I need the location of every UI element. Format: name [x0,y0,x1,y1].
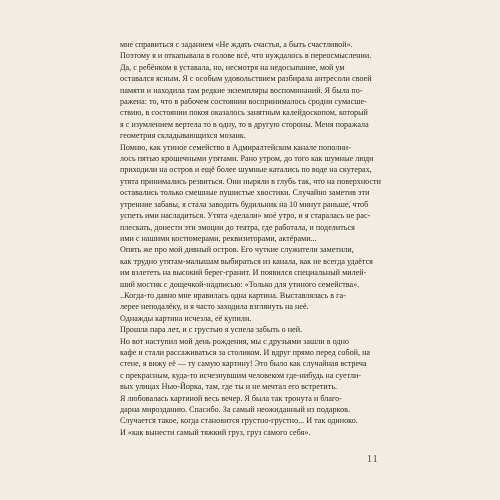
text-line: дарна мирозданию. Спасибо. За самый неожиданный из подарков. [120,405,351,414]
text-line: памяти и находила там редкие экземпляры воспоминаний. Я была по- [120,85,363,95]
text-line: лерее неподалёку, и я часто заходила взглянуть на неё. [120,302,309,312]
text-line: ствию, в состоянии покоя оказалось занятным калейдоскопом, который [120,108,368,118]
text-line: Помню, как утиное семейство в Адмиралтейском канале пополни- [120,142,351,152]
text-line: Да, с ребёнком я уставала, но, несмотря на недосыпание, мой ум [120,62,345,72]
text-line: Я любовалась картиной весь вечер. Я была так тронута и благо- [120,393,342,403]
text-line: ..Когда-то давно мне нравилась одна картина. Выставлялась в га- [120,290,346,300]
text-line: оставались только смешные пушистые хвостики. Случайно заметив эти [120,188,370,198]
page-number: 11 [367,454,379,465]
text-line: как трудно утятам-малышам выбираться из канала, как не всегда удаётся [120,256,373,266]
text-line: стене, я вижу её — ту самую картину! Это было как случайная встреча [120,359,367,369]
text-line: Случается такое, когда становится грустно-грустно... И так одиноко. [120,416,358,426]
text-line: Но вот наступил мой день рождения, мы с друзьями зашли в одно [120,336,349,346]
text-line: ший мостик с дощечкой-надписью: «Только для утиного семейства». [120,279,360,289]
text-line: плескать, донести эти эмоции до театра, где работала, и поделиться [120,222,355,232]
text-line: с прекрасным, куда-то исчезнувшим человеком где-нибудь на суетли- [120,370,362,380]
text-line: успеть ими насладиться. Утята «делали» моё утро, и я старалась не рас- [120,211,371,221]
text-line: мне справиться с заданием «Не ждать счастья, а быть счастливой». [120,40,353,49]
text-line: Однажды картина исчезла, её купили. [120,313,252,323]
text-line: геометрия складывающихся мозаик. [120,131,246,141]
text-line: лось пятью крошечными утятами. Рано утром, до того как шумные люди [120,154,374,164]
text-line: вых улицах Нью-Йорка, там, где ты и не мечтал его встретить. [120,382,338,392]
text-line: ими с нашими костюмерами, реквизиторами, актёрами... [120,233,317,243]
text-line: утренние забавы, я стала заводить будильник на 10 минут раньше, чтоб [120,199,369,209]
text-line: кафе и стали рассаживаться за столиком. И вдруг прямо перед собой, на [120,347,371,357]
text-line: Поэтому я и откапывала в голове всё, что нуждалось в переосмыслении. [120,51,372,61]
text-line: И «как вынести самый тяжкий груз, груз самого себя». [120,427,311,437]
text-line: оставался ясным. Я с особым удовольствием разбирала антресоли своей [120,74,372,84]
text-line: ражена: то, что в рабочем состоянии воспринималось сродни сумасше- [120,97,367,107]
text-line: Опять же про мой дивный остров. Его чуткие служители заметили, [120,245,354,255]
text-line: Прошла пара лет, и с грустью я успела забыть о ней. [120,325,303,335]
text-line: им взлететь на высокий берег-гранит. И появился специальный милей- [120,268,367,278]
text-line: приходили на остров и ещё более шумные катались по воде на скутерах, [120,165,372,175]
text-line: утята принимались резвиться. Они ныряли в глубь так, что на поверхности [120,176,381,186]
body-text [120,39,390,438]
text-line: я с изумлением вертела то в одну, то в другую стороны. Меня поражала [120,119,369,129]
